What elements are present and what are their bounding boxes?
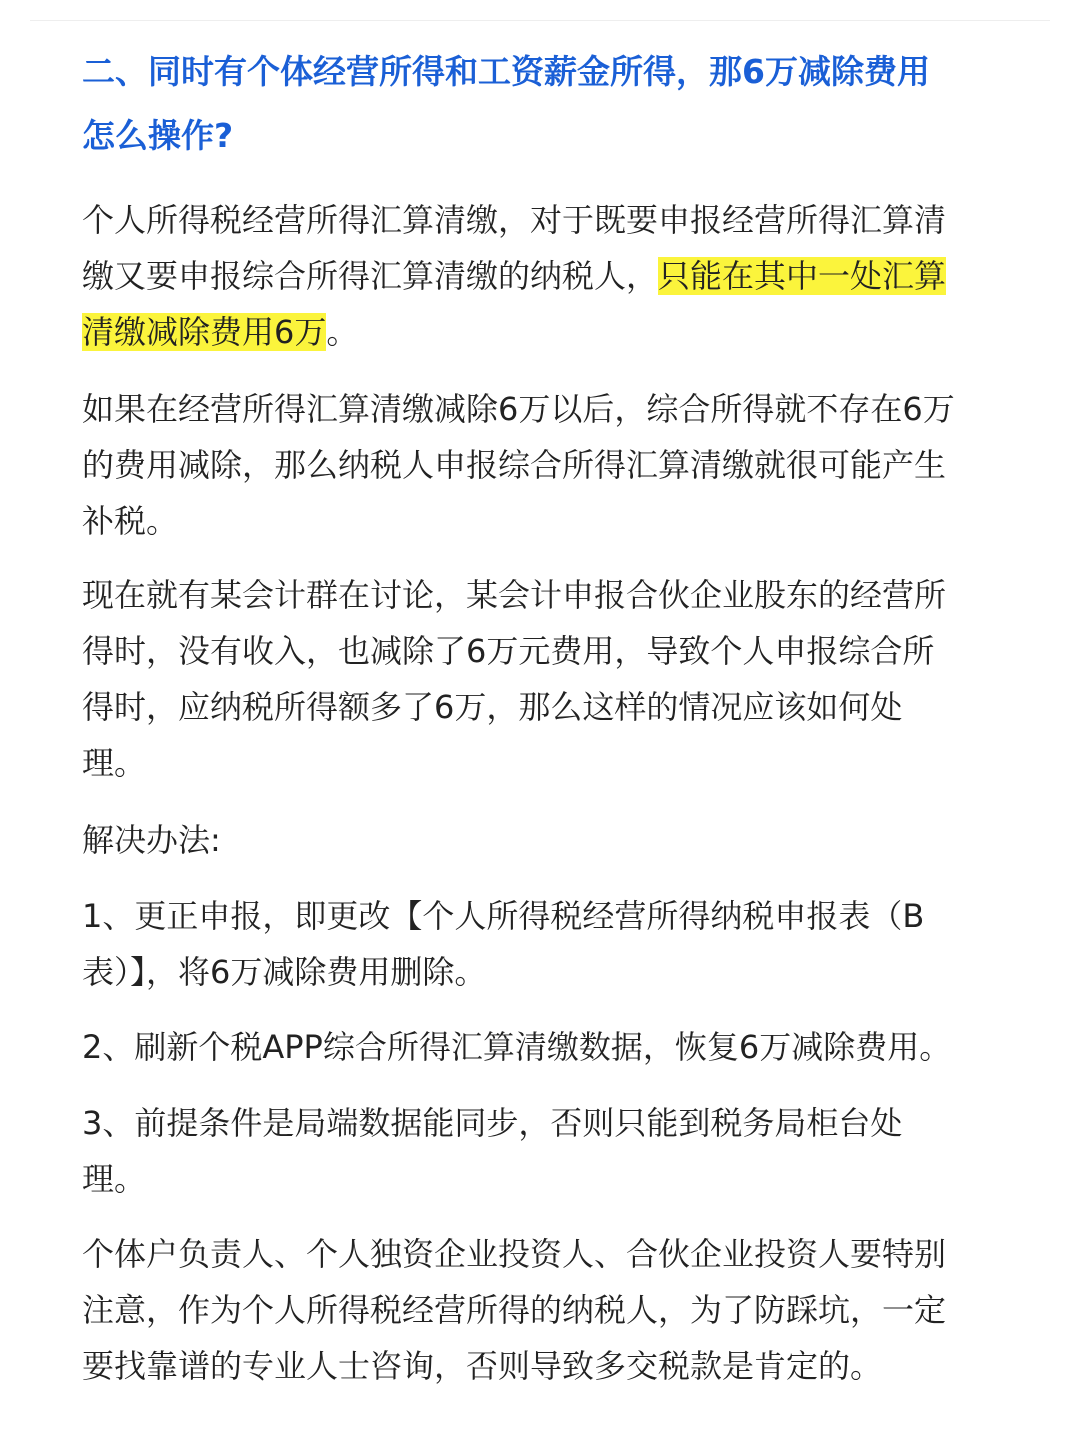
paragraph-deduction-effect xyxy=(82,381,1012,549)
paragraph-line: 个人所得税经营所得汇算清缴，对于既要申报经营所得汇算清 xyxy=(82,201,947,239)
heading-line: 二、同时有个体经营所得和工资薪金所得，那6万减除费用 xyxy=(82,52,930,91)
paragraph-line: 理。 xyxy=(82,744,147,782)
paragraph-line: 表）】，将6万减除费用删除。 xyxy=(82,953,487,991)
solution-step-1 xyxy=(82,888,1012,1000)
paragraph-line: 个体户负责人、个人独资企业投资人、合伙企业投资人要特别 xyxy=(82,1235,947,1273)
paragraph-line: 1、更正申报，即更改【个人所得税经营所得纳税申报表（B xyxy=(82,897,925,935)
paragraph-line: 得时，应纳税所得额多了6万，那么这样的情况应该如何处 xyxy=(82,688,903,726)
paragraph-line: 如果在经营所得汇算清缴减除6万以后，综合所得就不存在6万 xyxy=(82,390,955,428)
paragraph-line: 补税。 xyxy=(82,502,179,540)
highlighted-text: 只能在其中一处汇算 xyxy=(658,257,947,295)
heading-line: 怎么操作? xyxy=(82,116,234,155)
paragraph-line: 解决办法: xyxy=(82,821,221,859)
highlighted-text: 清缴减除费用6万 xyxy=(82,313,327,351)
paragraph-case xyxy=(82,567,1012,791)
paragraph-line: 注意，作为个人所得税经营所得的纳税人，为了防踩坑，一定 xyxy=(82,1291,947,1329)
paragraph-intro xyxy=(82,192,1012,360)
paragraph-line: 3、前提条件是局端数据能同步，否则只能到税务局柜台处 xyxy=(82,1104,903,1142)
paragraph-text: 缴又要申报综合所得汇算清缴的纳税人， xyxy=(82,257,659,295)
paragraph-solution-title xyxy=(82,812,1012,868)
paragraph-line: 得时，没有收入，也减除了6万元费用，导致个人申报综合所 xyxy=(82,632,935,670)
paragraph-warning xyxy=(82,1226,1012,1394)
paragraph-text: 。 xyxy=(326,313,359,351)
paragraph-line: 现在就有某会计群在讨论，某会计申报合伙企业股东的经营所 xyxy=(82,576,947,614)
solution-step-2 xyxy=(82,1019,1012,1075)
paragraph-line: 2、刷新个税APP综合所得汇算清缴数据，恢复6万减除费用。 xyxy=(82,1028,952,1066)
section-heading xyxy=(82,40,1012,168)
top-divider xyxy=(30,20,1050,21)
paragraph-line xyxy=(82,248,1012,304)
paragraph-line: 的费用减除，那么纳税人申报综合所得汇算清缴就很可能产生 xyxy=(82,446,947,484)
solution-step-3 xyxy=(82,1095,1012,1207)
paragraph-line: 理。 xyxy=(82,1160,147,1198)
paragraph-line xyxy=(82,304,1012,360)
paragraph-line: 要找靠谱的专业人士咨询，否则导致多交税款是肯定的。 xyxy=(82,1347,883,1385)
